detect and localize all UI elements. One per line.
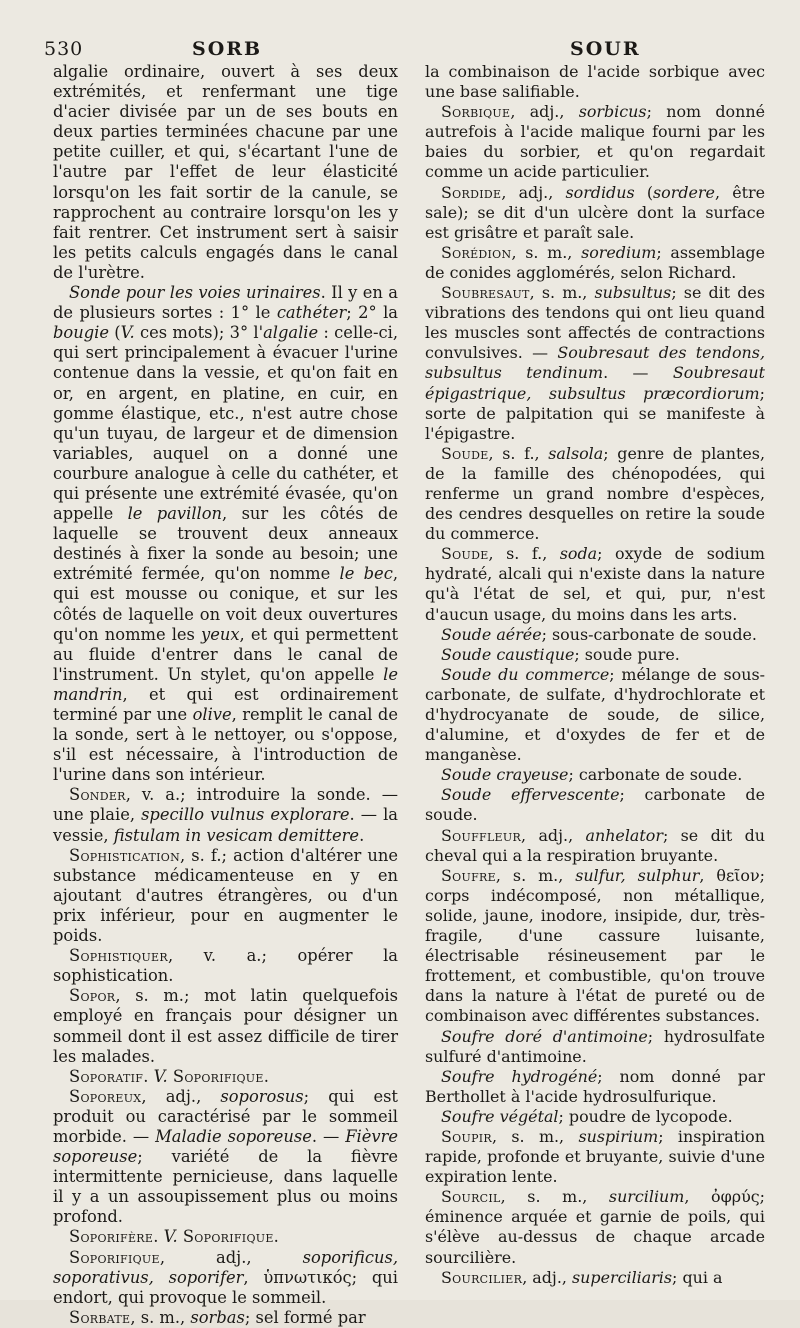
entry-headword: Soporifique [172,1066,264,1086]
entry-headword: Sourcilier [441,1267,523,1287]
entry-text: ; soude pure. [574,644,680,664]
entry-text: , adj., [141,1086,221,1106]
entry-text: , s. m., [529,283,595,303]
italic-term: Soufre doré d'antimoine [441,1026,648,1046]
italic-term: soredium [581,242,657,262]
page-number: 530 [44,38,84,60]
dictionary-entry [53,283,398,785]
italic-term: olive [192,705,232,724]
italic-term: Soude du commerce [441,664,610,684]
entry-headword: Sourcil [441,1187,501,1207]
entry-text: ; sous-carbonate de soude. [541,624,757,644]
entry-text: , s. m., [492,1126,579,1146]
italic-term: Soude aérée [441,624,542,644]
entry-headword: Sopor [69,986,116,1006]
entry-text: ; qui est produit ou caractérisé par le sommeil morbide. — [53,1086,398,1146]
dictionary-entry [53,1067,398,1087]
entry-text: : celle-ci, qui sert principalement à évacuer l'urine contenue dans la vessie, et qu'on fait en or, en argent, en platine, en cuir, en gomme élastique, etc., n'est autre chose qu'un tuyau, de largeur et de dimension variables, auquel on a donné une courbure analogue à celle du cathéter, et qui présente une extrémité évasée, qu'on appelle [53,323,398,524]
italic-term: Soufre végétal [441,1106,559,1126]
dictionary-entry [425,826,765,866]
dictionary-entry [425,1187,765,1267]
dictionary-entry [425,1027,765,1067]
dictionary-entry [53,1087,398,1228]
dictionary-entry [425,785,765,825]
entry-text: ; genre de plantes, de la famille des chénopodées, qui renferme un grand nombre d'espèces, des cendres desquelles on retire la soude du commerce. [425,443,765,544]
entry-text: , ὑπνωτικός; qui endort, qui provoque le sommeil. [53,1267,398,1307]
italic-term: surcilium [608,1187,685,1207]
entry-text: , et qui est ordinairement terminé par une [53,684,398,724]
entry-text: ; assemblage de conides agglomérés, selon Richard. [425,242,765,282]
dictionary-entry [53,1227,398,1247]
italic-term: V. [120,323,135,343]
entry-text: . [143,1066,154,1086]
entry-text: ( [634,182,654,202]
italic-term: le bec [339,564,393,584]
italic-term: specillo vulnus explorare [141,805,350,825]
dictionary-entry [425,765,765,785]
dictionary-entry [53,1308,398,1328]
italic-term: algalie [263,323,319,343]
italic-term: superciliaris [572,1267,673,1287]
entry-text: ; nom donné par Berthollet à l'acide hydrosulfurique. [425,1066,765,1106]
italic-term: cathéter [276,303,347,323]
entry-text: , s. m., [500,1187,609,1207]
entry-text: . — [311,1126,346,1146]
entry-headword: Soporeux [69,1086,142,1106]
italic-term: subsultus [594,283,672,303]
italic-term: Fièvre soporeuse [53,1126,398,1167]
entry-text: ; nom donné autrefois à l'acide malique fourni par les baies du sorbier, et qu'on regardait comme un acide particulier. [425,102,765,182]
entry-text: , θεῖον; corps indécomposé, non métallique, solide, jaune, inodore, insipide, dur, très-fragile, d'une cassure luisante, électrisable résineusement par le frottement, et combustible, qu'on trouve dans la nature à l'état de pureté ou de combinaison avec différentes substances. [425,865,765,1026]
entry-text: ; oxyde de sodium hydraté, alcali qui n'existe dans la nature qu'à l'état de sel, et qui, pur, n'est d'aucun usage, du moins dans les arts. [425,544,765,624]
entry-text: ; hydrosulfate sulfuré d'antimoine. [425,1026,765,1066]
entry-headword: Soporifique [182,1227,274,1247]
entry-headword: Sordide [441,182,502,202]
italic-term: le mandrin [53,664,398,704]
entry-text: . — [603,363,673,383]
italic-term: suspirium [578,1126,659,1146]
entry-headword: Soporifère [69,1227,154,1247]
entry-headword: Sophistication [69,845,181,865]
entry-headword: Soupir [441,1126,493,1146]
dictionary-entry [425,1067,765,1107]
dictionary-entry [425,444,765,544]
dictionary-entry [425,1107,765,1127]
entry-text: . Il y en a de plusieurs sortes : 1° le [53,283,398,323]
entry-text: ; inspiration rapide, profonde et bruyante, suivie d'une expiration lente. [425,1126,765,1187]
dictionary-entry [425,1268,765,1288]
entry-text: . — la vessie, [53,805,398,845]
dictionary-entry [425,102,765,182]
italic-term: sorbas [190,1307,245,1327]
entry-text: ; 2° la [346,303,398,323]
entry-text: ( [108,323,121,343]
left-column [53,62,398,1328]
entry-text: ; se dit du cheval qui a la respiration bruyante. [425,825,765,865]
italic-term: sordidus [565,182,635,202]
entry-headword: Soubresaut [441,283,530,303]
entry-text: , v. a.; introduire la sonde. — une plaie, [53,785,398,825]
dictionary-entry [425,866,765,1027]
italic-term: yeux [201,624,240,644]
italic-term: sordere [653,182,715,202]
entry-text: , être sale); se dit d'un ulcère dont la surface est grisâtre et paraît sale. [425,182,765,242]
italic-term: bougie [53,323,109,343]
entry-text: , adj., [501,182,566,202]
entry-text: ; se dit des vibrations des tendons qui ont lieu quand les muscles sont affectés de contractions convulsives. — [425,283,765,363]
entry-text: . [359,825,365,845]
entry-text: ; poudre de lycopode. [558,1106,733,1126]
entry-text: , remplit le canal de la sonde, sert à le nettoyer, ou s'oppose, s'il est nécessaire, à l'introduction de l'urine dans son intérieur. [53,705,398,785]
entry-text: ; qui a [672,1267,723,1287]
dictionary-entry [53,62,398,283]
entry-text: la combinaison de l'acide sorbique avec une base salifiable. [425,62,765,102]
italic-term: sulfur, sulphur [575,865,700,885]
dictionary-entry [425,625,765,645]
italic-term: Maladie soporeuse [155,1126,312,1146]
entry-text: ; carbonate de soude. [568,765,743,785]
entry-text: , adj., [522,1267,573,1287]
dictionary-entry [425,183,765,243]
italic-term: salsola [548,443,604,463]
entry-text: , qui est mousse ou conique, et sur les côtés de laquelle on voit deux ouvertures qu'on nomme les [53,564,398,644]
italic-term: V. [163,1227,178,1247]
dictionary-entry [425,544,765,624]
dictionary-entry [53,785,398,845]
entry-headword: Sonder [69,785,126,805]
entry-text: ; mélange de sous-carbonate, de sulfate, d'hydrochlorate et d'hydrocyanate de soude, de silice, d'alumine, et d'oxydes de fer et de manganèse. [425,664,765,765]
entry-headword: Souffleur [441,825,522,845]
dictionary-entry [425,665,765,765]
entry-text: , s. f.; action d'altérer une substance médicamenteuse en y en ajoutant d'autres étrangères, ou d'un prix inférieur, pour en augmenter le poids. [53,845,398,946]
dictionary-entry [425,1127,765,1187]
entry-headword: Soude [441,544,489,564]
entry-text: , s. m., [495,865,576,885]
dictionary-entry [425,645,765,665]
entry-text: , ὀφρύς; éminence arquée et garnie de poils, qui s'élève au-dessus de chaque arcade sourcilière. [425,1187,765,1267]
entry-headword: Soude [441,443,489,463]
entry-text: . [153,1227,164,1247]
entry-text: algalie ordinaire, ouvert à ses deux extrémités, et renfermant une tige d'acier divisée par un de ses bouts en deux parties terminées chacune par une petite cuiller, et qui, s'écartant l'une de l'autre par l'effet de leur élasticité lorsqu'on les fait sortir de la canule, se rapprochent au contraire lorsqu'on les y fait rentrer. Cet instrument sert à saisir les petits calculs engagés dans le canal de l'urètre. [53,62,398,282]
entry-headword: Sorbate [69,1307,131,1327]
entry-text: , s. m.; mot latin quelquefois employé en français pour désigner un sommeil dont il est assez difficile de tirer les malades. [53,986,398,1066]
left-running-title: SORB [192,38,263,60]
dictionary-entry [53,846,398,946]
italic-term: soporificus, soporativus, soporifer [53,1247,398,1287]
entry-text: ; sorte de palpitation qui se manifeste à l'épigastre. [425,383,765,443]
entry-text: , s. m., [130,1307,191,1327]
entry-text: . [263,1066,269,1086]
entry-headword: Soporatif [69,1066,144,1086]
italic-term: soporosus [220,1086,304,1106]
italic-term: le pavillon [127,504,223,524]
dictionary-entry [53,986,398,1066]
entry-headword: Sophistiquer [69,946,168,966]
entry-text: ; sel formé par [244,1307,366,1327]
entry-text: , s. f., [488,544,560,564]
italic-term: Sonde pour les voies urinaires [69,283,321,303]
italic-term: V. [153,1066,168,1086]
entry-text: . [273,1227,279,1247]
right-column [425,62,765,1288]
entry-text: ; carbonate de soude. [425,785,765,825]
entry-text: , s. m., [511,242,582,262]
dictionary-entry [425,62,765,102]
italic-term: Soubresaut épigastrique, subsultus præcordiorum [425,363,765,403]
italic-term: sorbicus [578,102,647,122]
entry-text: , v. a.; opérer la sophistication. [53,946,398,986]
italic-term: soda [559,544,598,564]
dictionary-entry [53,946,398,986]
entry-text: , s. f., [488,443,549,463]
running-header [44,38,766,64]
italic-term: Soufre hydrogéné [441,1066,598,1086]
entry-headword: Soporifique [69,1247,160,1267]
entry-text: , et qui permettent au fluide d'entrer dans le canal de l'instrument. Un stylet, qu'on appelle [53,624,398,684]
italic-term: fistulam in vesicam demittere [113,825,360,845]
entry-text: ces mots); 3° l' [134,323,264,343]
dictionary-entry [53,1248,398,1308]
dictionary-entry [425,283,765,444]
entry-headword: Sorédion [441,242,512,262]
entry-text: , adj., [159,1247,303,1267]
entry-text: ; variété de la fièvre intermittente pernicieuse, dans laquelle il y a un assoupissement plus ou moins profond. [53,1147,398,1227]
entry-text: , adj., [521,825,586,845]
right-running-title: SOUR [570,38,641,60]
dictionary-entry [425,243,765,283]
entry-headword: Sorbique [441,102,511,122]
italic-term: Soude crayeuse [441,765,569,785]
italic-term: Soubresaut des tendons, subsultus tendinum [425,343,765,383]
italic-term: Soude effervescente [441,785,620,805]
entry-text: , sur les côtés de laquelle se trouvent deux anneaux destinés à fixer la sonde au besoin; une extrémité fermée, qu'on nomme [53,504,398,584]
entry-text: , adj., [510,102,579,122]
italic-term: anhelator [585,825,663,845]
italic-term: Soude caustique [441,644,575,664]
entry-headword: Soufre [441,865,496,885]
